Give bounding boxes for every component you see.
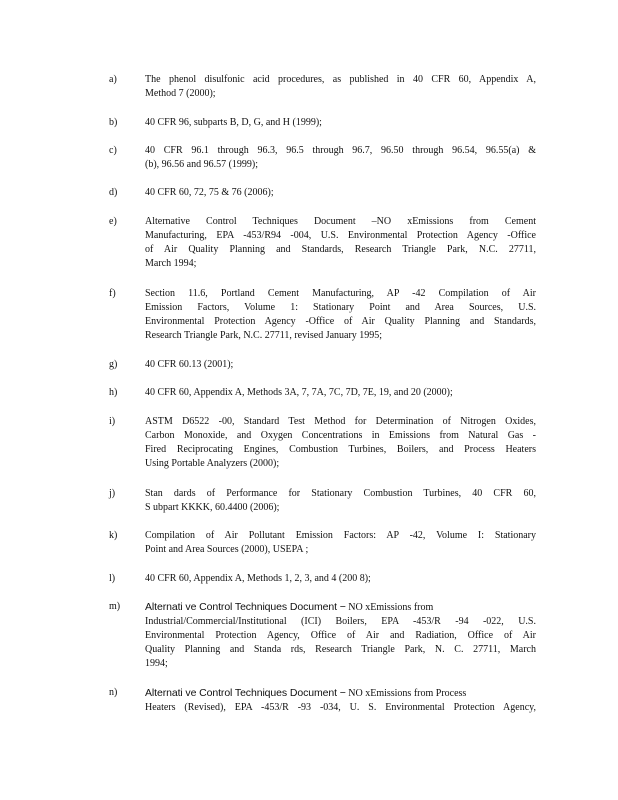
- reference-line: 40 CFR 60, 72, 75 & 76 (2006);: [145, 187, 274, 198]
- reference-line: (b), 96.56 and 96.57 (1999);: [145, 159, 259, 170]
- reference-text: [145, 529, 536, 557]
- reference-line: The phenol disulfonic acid procedures, as published in 40 CFR 60, Appendix A,: [145, 74, 536, 85]
- reference-text: [145, 487, 536, 515]
- reference-text: [145, 73, 536, 101]
- reference-line: Environmental Protection Agency, Office of Air and Radiation, Office of Air: [145, 630, 536, 641]
- reference-text: [145, 116, 536, 130]
- reference-label: n): [109, 687, 118, 698]
- reference-label: d): [109, 187, 118, 198]
- reference-line: of Air Quality Planning and Standards, Research Triangle Park, N.C. 27711,: [145, 244, 536, 255]
- reference-label: l): [109, 573, 116, 584]
- reference-label: e): [109, 216, 117, 227]
- reference-line: Stan dards of Performance for Stationary Combustion Turbines, 40 CFR 60,: [145, 488, 536, 499]
- reference-line: March 1994;: [145, 258, 197, 269]
- reference-text: [145, 415, 536, 471]
- reference-line: 40 CFR 96.1 through 96.3, 96.5 through 96.7, 96.50 through 96.54, 96.55(a) &: [145, 145, 536, 156]
- reference-label: m): [109, 601, 121, 612]
- reference-line: Compilation of Air Pollutant Emission Factors: AP -42, Volume I: Stationary: [145, 530, 536, 541]
- reference-label: f): [109, 288, 116, 299]
- reference-line: Quality Planning and Standa rds, Research Triangle Park, N. C. 27711, March: [145, 644, 536, 655]
- reference-text: [145, 686, 536, 715]
- reference-heading-rest: NO xEmissions from: [348, 602, 434, 613]
- reference-line: 40 CFR 60, Appendix A, Methods 1, 2, 3, and 4 (200 8);: [145, 573, 371, 584]
- reference-label: a): [109, 74, 117, 85]
- reference-label: j): [109, 488, 116, 499]
- reference-line: Point and Area Sources (2000), USEPA ;: [145, 544, 309, 555]
- reference-text: [145, 215, 536, 271]
- reference-text: [145, 144, 536, 172]
- reference-heading: Alternati ve Control Techniques Document −: [145, 687, 346, 699]
- reference-line: Method 7 (2000);: [145, 88, 216, 99]
- reference-line: S ubpart KKKK, 60.4400 (2006);: [145, 502, 280, 513]
- reference-line: Carbon Monoxide, and Oxygen Concentrations in Emissions from Natural Gas -: [145, 430, 536, 441]
- reference-line: Using Portable Analyzers (2000);: [145, 458, 280, 469]
- reference-text: [145, 386, 536, 400]
- reference-heading-rest: NO xEmissions from Process: [348, 688, 467, 699]
- reference-text: [145, 600, 536, 671]
- reference-line: Research Triangle Park, N.C. 27711, revised January 1995;: [145, 330, 383, 341]
- reference-label: i): [109, 416, 116, 427]
- reference-line: Heaters (Revised), EPA -453/R -93 -034, U. S. Environmental Protection Agency,: [145, 702, 536, 713]
- reference-line: Manufacturing, EPA -453/R94 -004, U.S. Environmental Protection Agency -Office: [145, 230, 536, 241]
- reference-heading-line: [145, 600, 536, 615]
- reference-line: ASTM D6522 -00, Standard Test Method for Determination of Nitrogen Oxides,: [145, 416, 536, 427]
- reference-text: [145, 358, 536, 372]
- reference-heading-line: [145, 686, 536, 701]
- reference-line: Alternative Control Techniques Document –NO xEmissions from Cement: [145, 216, 536, 227]
- reference-line: Emission Factors, Volume 1: Stationary Point and Area Sources, U.S.: [145, 302, 536, 313]
- reference-line: Environmental Protection Agency -Office of Air Quality Planning and Standards,: [145, 316, 536, 327]
- reference-text: [145, 186, 536, 200]
- reference-label: h): [109, 387, 118, 398]
- reference-line: 40 CFR 60.13 (2001);: [145, 359, 234, 370]
- reference-line: 40 CFR 96, subparts B, D, G, and H (1999);: [145, 117, 322, 128]
- reference-label: c): [109, 145, 117, 156]
- reference-line: Industrial/Commercial/Institutional (ICI) Boilers, EPA -453/R -94 -022, U.S.: [145, 616, 536, 627]
- reference-label: b): [109, 117, 118, 128]
- reference-text: [145, 572, 536, 586]
- reference-label: k): [109, 530, 118, 541]
- reference-line: 40 CFR 60, Appendix A, Methods 3A, 7, 7A, 7C, 7D, 7E, 19, and 20 (2000);: [145, 387, 453, 398]
- reference-label: g): [109, 359, 118, 370]
- reference-line: Fired Reciprocating Engines, Combustion Turbines, Boilers, and Process Heaters: [145, 444, 536, 455]
- reference-line: Section 11.6, Portland Cement Manufacturing, AP -42 Compilation of Air: [145, 288, 536, 299]
- reference-text: [145, 287, 536, 343]
- reference-heading: Alternati ve Control Techniques Document −: [145, 601, 346, 613]
- reference-line: 1994;: [145, 658, 168, 669]
